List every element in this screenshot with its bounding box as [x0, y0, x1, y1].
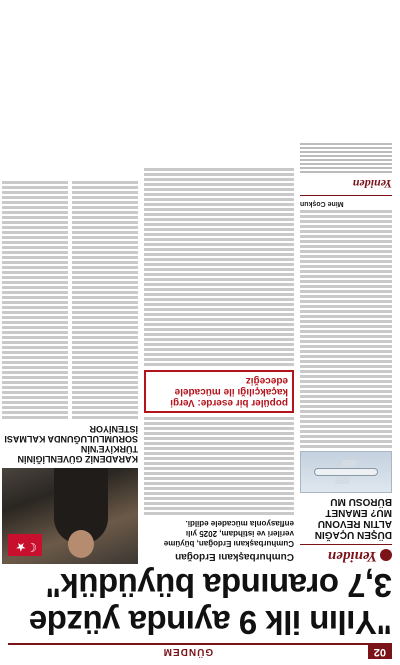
article-lead: Cumhurbaşkanı Erdoğan, büyüme verileri ve istihdam, 2025 yılı enflasyonla mücadele edildi. — [163, 519, 294, 548]
author-name: Mine Coşkun — [300, 200, 344, 207]
right-column — [2, 141, 138, 564]
side-headline: DÜŞEN UÇAĞIN ALTIN REVONU MU? EMANET BÜROSU MU — [314, 496, 392, 540]
page-number: 02 — [368, 645, 392, 659]
brand-logo — [300, 544, 392, 564]
page-header — [8, 643, 392, 659]
main-headline: "Yılın ilk 9 ayında yüzde — [29, 604, 392, 641]
pull-quote — [144, 370, 294, 413]
imprint-box — [300, 143, 392, 196]
imprint-brand: Yeniden — [352, 177, 392, 191]
left-column — [300, 141, 392, 564]
airplane-photo — [300, 451, 392, 493]
middle-column — [144, 141, 294, 564]
article-body — [144, 417, 294, 515]
speaker-photo — [2, 468, 138, 564]
photo-headline: KARADENİZ GÜVENLİĞİNİN TÜRKİYE'NİN SORUMLULUĞUNDA KALMASI İSTENİYOR — [4, 424, 138, 464]
sub-headline: Cumhurbaşkanı Erdoğan — [175, 551, 294, 562]
side-article-body — [300, 210, 392, 448]
article-body-continued — [144, 168, 294, 366]
main-headline-line2: 3,7 oranında büyüdük" — [45, 567, 392, 604]
right-article-body — [2, 179, 138, 421]
pull-quote-text: popüler bir eserde: Vergi kaçakçılığı ile mücadele edeceğiz — [170, 375, 288, 408]
brand-name: Yeniden — [327, 548, 377, 564]
logo-icon — [380, 550, 392, 562]
turkish-flag-icon — [8, 534, 42, 556]
section-name: GÜNDEM — [162, 646, 214, 658]
article-columns — [4, 141, 392, 564]
